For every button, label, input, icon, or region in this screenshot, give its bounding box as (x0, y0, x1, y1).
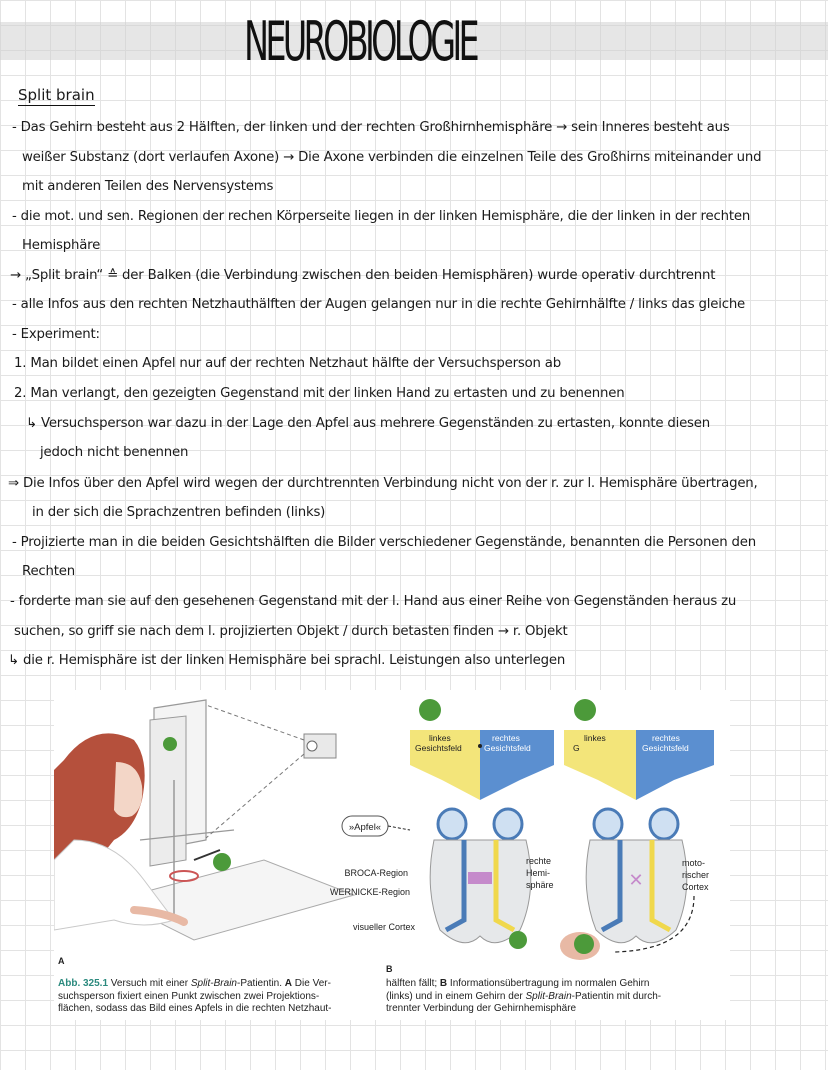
panel-label-a: A (58, 956, 65, 966)
caption-text: (links) und in einem Gehirn der (386, 990, 526, 1002)
apple-icon (509, 931, 527, 949)
motor-cortex-label: Cortex (682, 882, 709, 892)
caption-text: flächen, sodass das Bild eines Apfels in die rechten Netzhaut- (58, 1003, 332, 1014)
brain-icon (430, 840, 531, 943)
right-field-label: rechtes (492, 733, 520, 743)
textbook-figure (54, 690, 730, 1020)
caption-text: B (439, 978, 448, 989)
apple-icon (213, 853, 231, 871)
right-field-label: rechtes (652, 733, 680, 743)
note-line: - Das Gehirn besteht aus 2 Hälften, der linken und der rechten Großhirnhemisphäre → sein Inneres besteht aus (12, 120, 730, 135)
broca-label: BROCA-Region (344, 868, 408, 878)
motor-cortex-label: rischer (682, 870, 710, 880)
note-line: - alle Infos aus den rechten Netzhauthälften der Augen gelangen nur in die rechte Gehirnhälfte / links das gleiche (12, 297, 746, 312)
note-line: in der sich die Sprachzentren befinden (links) (32, 505, 326, 520)
left-field-label: Gesichtsfeld (415, 743, 462, 753)
note-line: Hemisphäre (22, 238, 101, 253)
caption-text: Die Ver- (292, 978, 331, 989)
caption-text: Versuch mit einer (108, 978, 191, 989)
cut-icon: ✕ (628, 870, 644, 890)
note-line: → „Split brain“ ≙ der Balken (die Verbindung zwischen den beiden Hemisphären) wurde operativ durchtrennt (10, 268, 716, 283)
apple-icon (574, 699, 596, 721)
apple-icon (574, 934, 594, 954)
caption-text: trennter Verbindung der Gehirnhemisphäre (386, 1003, 577, 1014)
figure-number: Abb. 325.1 (58, 978, 109, 989)
panel-b-split-brain (560, 699, 714, 960)
eye-icon (438, 809, 466, 839)
caption-text: A (284, 978, 293, 989)
note-line: 2. Man verlangt, den gezeigten Gegenstand mit der linken Hand zu ertasten und zu benennen (14, 386, 625, 401)
g-label: G (573, 743, 580, 753)
note-line: jedoch nicht benennen (40, 445, 189, 460)
caption-text: Split-Brain (190, 978, 237, 989)
note-line: 1. Man bildet einen Apfel nur auf der rechten Netzhaut hälfte der Versuchsperson ab (14, 356, 561, 371)
caption-text: hälften fällt; (386, 978, 440, 989)
caption-text: suchsperson fixiert einen Punkt zwischen zwei Projektions- (58, 990, 320, 1002)
eye-icon (650, 809, 678, 839)
panel-label-b: B (386, 964, 393, 974)
motor-cortex-label: moto- (682, 858, 706, 868)
note-line: ↳ die r. Hemisphäre ist der linken Hemisphäre bei sprachl. Leistungen also unterlegen (8, 653, 566, 668)
caption-right (386, 978, 726, 1016)
note-line: ↳ Versuchsperson war dazu in der Lage den Apfel aus mehrere Gegenständen zu ertasten, konnte diesen (26, 416, 710, 431)
note-line: Rechten (22, 564, 75, 579)
note-line: suchen, so griff sie nach dem l. projizierten Objekt / durch betasten finden → r. Objekt (14, 624, 568, 639)
note-line: - die mot. und sen. Regionen der rechen Körperseite liegen in der linken Hemisphäre, die der linken in der rechten (12, 209, 751, 224)
right-field-label: Gesichtsfeld (484, 743, 531, 753)
note-line: - forderte man sie auf den gesehenen Gegenstand mit der l. Hand aus einer Reihe von Gegenständen heraus zu (10, 594, 737, 609)
right-hemisphere-label: rechte (526, 856, 552, 866)
note-line: ⇒ Die Infos über den Apfel wird wegen der durchtrennten Verbindung nicht von der r. zur l. Hemisphäre übertragen, (8, 476, 758, 491)
page-title: NEUROBIOLOGIE (244, 10, 476, 73)
note-line: - Projizierte man in die beiden Gesichtshälften die Bilder verschiedener Gegenstände, benannten die Personen den (12, 535, 756, 550)
right-hemisphere-label: Hemi- (526, 868, 550, 878)
speech-text: »Apfel« (348, 822, 382, 833)
figure-illustration (54, 690, 730, 1020)
eye-icon (494, 809, 522, 839)
left-field-label: linkes (584, 733, 606, 743)
caption-text: -Patientin. (236, 978, 285, 989)
apple-icon (419, 699, 441, 721)
wernicke-label: WERNICKE-Region (329, 887, 410, 897)
left-field-label: linkes (429, 733, 451, 743)
section-heading: Split brain (18, 86, 95, 104)
eye-icon (594, 809, 622, 839)
apple-icon (163, 737, 177, 751)
brain-icon (586, 840, 687, 943)
caption-text: Split-Brain (525, 990, 572, 1002)
visual-cortex-label: visueller Cortex (352, 922, 415, 932)
note-line: - Experiment: (12, 327, 100, 342)
note-line: weißer Substanz (dort verlaufen Axone) → Die Axone verbinden die einzelnen Teile des Großhirns miteinander und (22, 150, 762, 165)
caption-text: Informationsübertragung im normalen Gehirn (447, 978, 650, 989)
note-line: mit anderen Teilen des Nervensystems (22, 179, 274, 194)
right-hemisphere-label: sphäre (526, 880, 554, 890)
caption-left (58, 978, 368, 1016)
right-field-label: Gesichtsfeld (642, 743, 689, 753)
caption-text: -Patientin mit durch- (571, 990, 662, 1002)
